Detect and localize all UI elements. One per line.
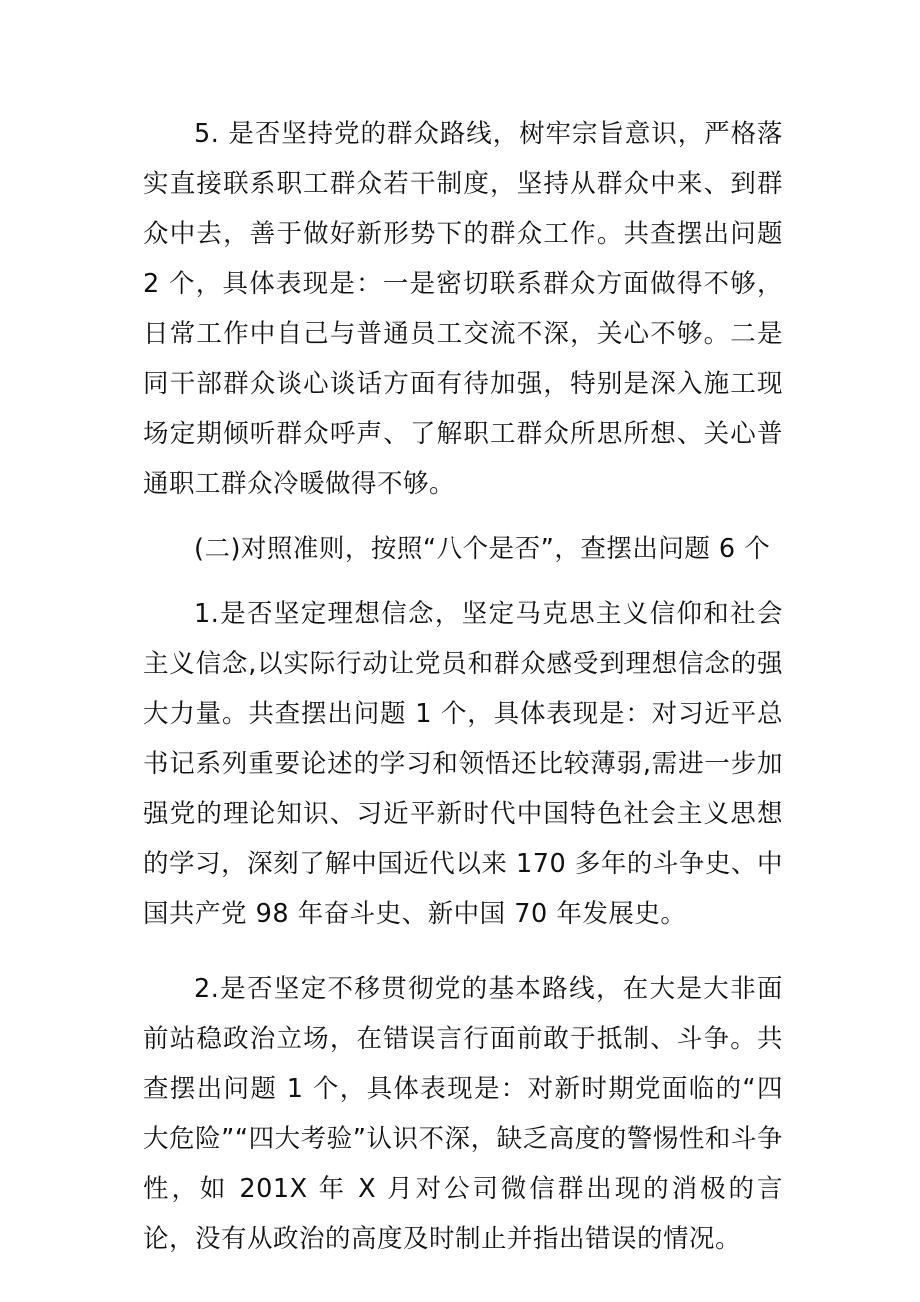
paragraph-item-1: 1.是否坚定理想信念，坚定马克思主义信仰和社会主义信念,以实际行动让党员和群众感受到理想信念的强大力量。共查摆出问题 1 个，具体表现是：对习近平总书记系列重要论述的学习和领悟还比较薄弱,需进一步加强党的理论知识、习近平新时代中国特色社会主义思想的学习，深刻了解中国近代以来 170 多年的斗争史、中国共产党 98 年奋斗史、新中国 70 年发展史。	[143, 599, 783, 929]
paragraph-item-2: 2.是否坚定不移贯彻党的基本路线，在大是大非面前站稳政治立场，在错误言行面前敢于抵制、斗争。共查摆出问题 1 个，具体表现是：对新时期党面临的“四大危险”“四大考验”认识不深，缺乏高度的警惕性和斗争性，如 201X 年 X 月对公司微信群出现的消极的言论，没有从政治的高度及时制止并指出错误的情况。	[143, 974, 783, 1254]
document-body	[143, 109, 783, 1264]
section-heading-2: (二)对照准则，按照“八个是否”，查摆出问题 6 个	[194, 534, 771, 564]
paragraph-item-5: 5. 是否坚持党的群众路线，树牢宗旨意识，严格落实直接联系职工群众若干制度，坚持从群众中来、到群众中去，善于做好新形势下的群众工作。共查摆出问题 2 个，具体表现是：一是密切联系群众方面做得不够，日常工作中自己与普通员工交流不深，关心不够。二是同干部群众谈心谈话方面有待加强，特别是深入施工现场定期倾听群众呼声、了解职工群众所思所想、关心普通职工群众冷暖做得不够。	[143, 119, 783, 499]
